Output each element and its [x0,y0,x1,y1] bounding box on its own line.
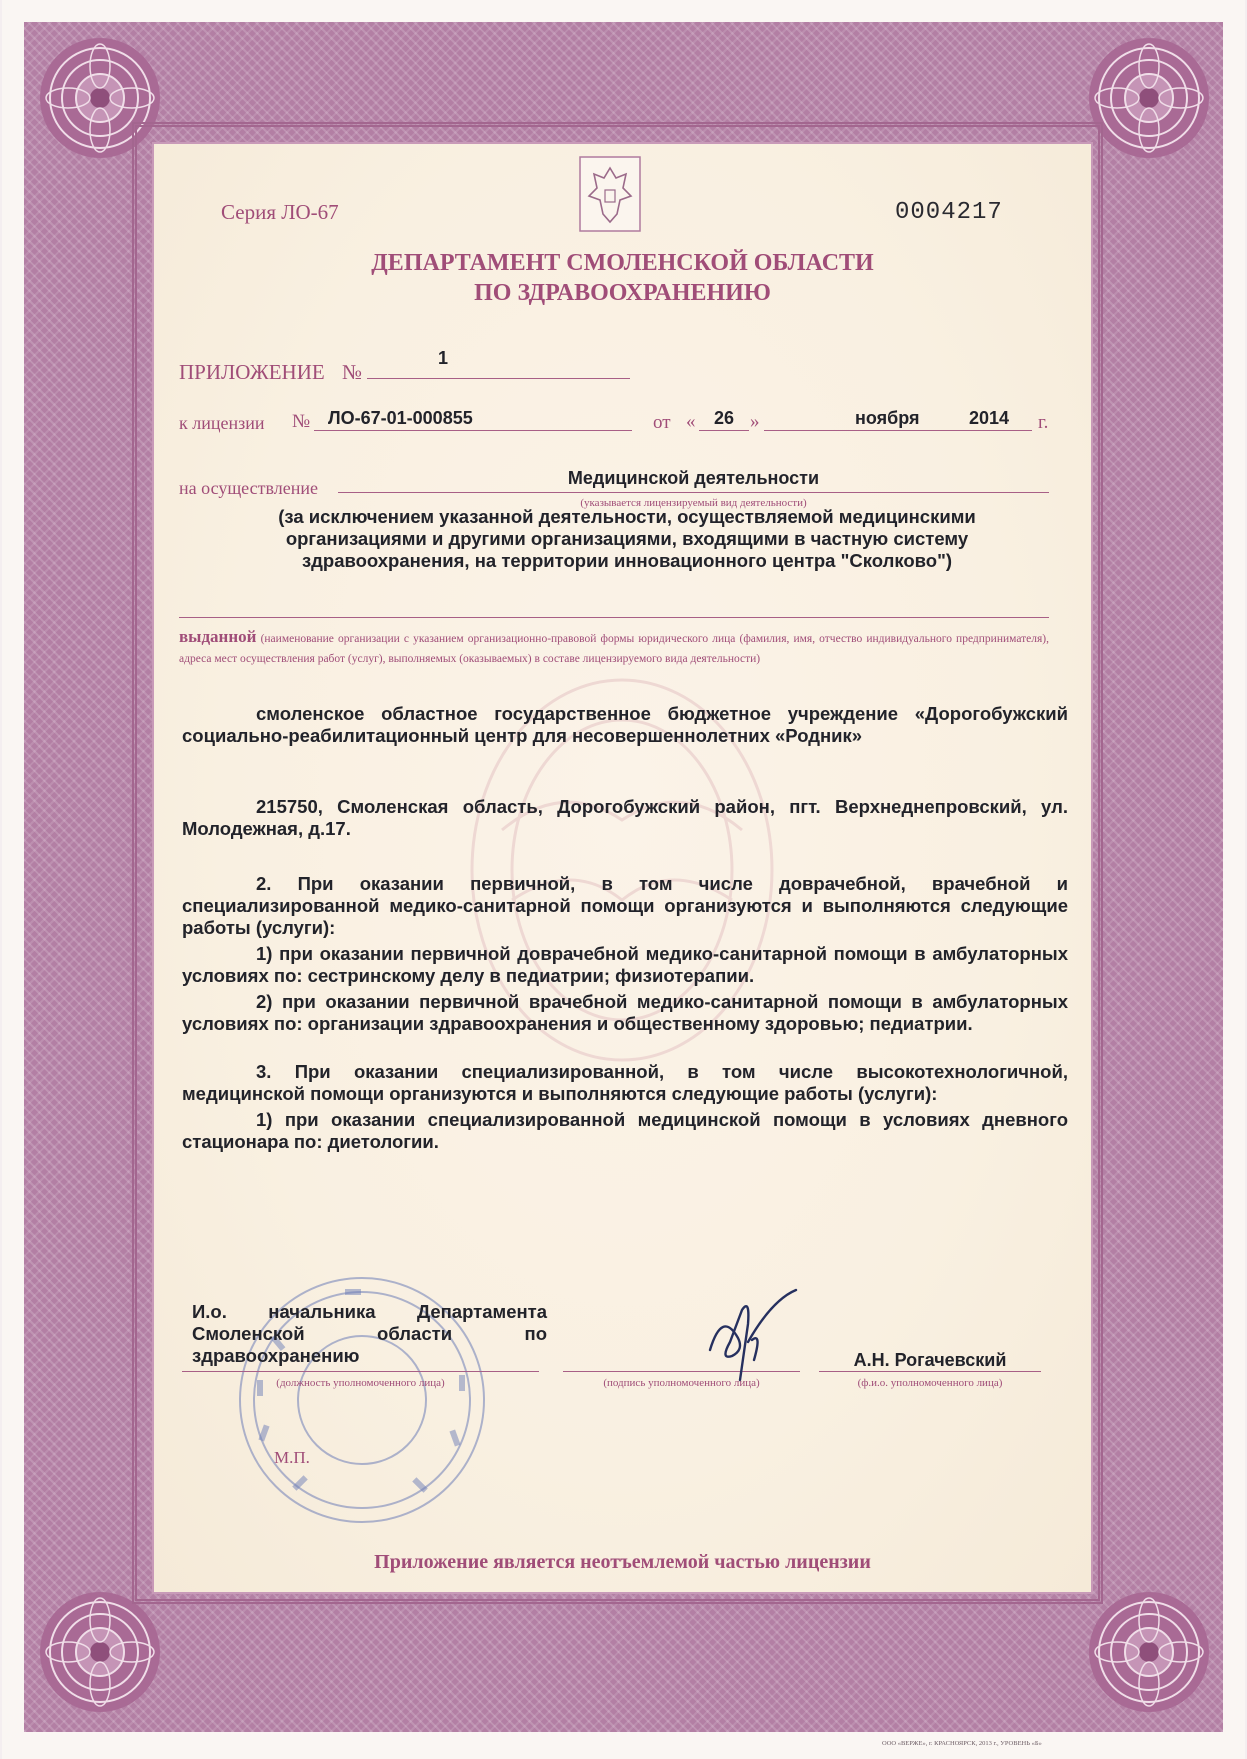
section-2-2-text: 2) при оказании первичной врачебной медико-санитарной помощи в амбулаторных условиях по: организации здравоохранения и общественному здоровью; педиатрии. [182,991,1068,1034]
signatory-name: А.Н. Рогачевский [853,1350,1007,1370]
department-title [152,248,1093,308]
license-num-sign: № [292,411,311,432]
activity-note-line [179,617,1049,618]
section-3-1-text: 1) при оказании специализированной медицинской помощи в условиях дневного стационара по: диетологии. [182,1109,1068,1152]
license-month-line [764,430,1032,431]
name-line [819,1371,1041,1372]
appendix-label: ПРИЛОЖЕНИЕ [179,360,325,384]
license-year: 2014 [969,408,1010,428]
printer-imprint: ООО «ВЕРЖЕ», г. КРАСНОЯРСК, 2013 г., УРОВЕНЬ «Б» [882,1740,1042,1747]
activity-exclusion-note: (за исключением указанной деятельности, осуществляемой медицинскими организациями и другими организациями, входящими в частную систему здравоохранения, на территории инновационного центра "Сколково") [278,506,976,571]
license-date-from: от [653,412,671,433]
date-quote-open: « [686,411,696,432]
issued-label: выданной [179,627,257,646]
stamp-place-label: М.П. [274,1448,310,1467]
position-line-2: Смоленской области по [192,1323,547,1344]
license-appendix-sheet [2,0,1245,1759]
section-2-1-text: 1) при оказании первичной доврачебной медико-санитарной помощи в амбулаторных условиях по: сестринскому делу в педиатрии; физиотерапии. [182,943,1068,986]
department-line-1: ДЕПАРТАМЕНТ СМОЛЕНСКОЙ ОБЛАСТИ [371,250,874,276]
appendix-footer-note: Приложение является неотъемлемой частью лицензии [374,1551,871,1573]
license-year-suffix: г. [1038,412,1049,433]
license-label: к лицензии [179,413,265,433]
section-3-text: 3. При оказании специализированной, в том числе высокотехнологичной, медицинской помощи организуются и выполняются следующие работы (услуги): [182,1061,1068,1104]
activity-line [338,492,1049,493]
form-number: 0004217 [895,199,1003,226]
rosette-icon [36,1588,164,1716]
organization-address: 215750, Смоленская область, Дорогобужский район, пгт. Верхнеднепровский, ул. Молодежная, д.17. [182,796,1068,839]
appendix-number-line [367,378,630,379]
activity-value: Медицинской деятельности [567,468,820,488]
coat-of-arms-icon [579,156,641,232]
handwritten-signature [692,1280,812,1395]
appendix-number: 1 [438,348,449,368]
rosette-icon [1085,34,1213,162]
series-label: Серия ЛО-67 [221,200,339,224]
signature-hint: (подпись уполномоченного лица) [603,1377,760,1389]
position-line-3: здравоохранению [192,1345,360,1366]
date-quote-close: » [750,411,760,432]
activity-label: на осуществление [179,478,318,498]
appendix-num-sign: № [342,360,363,384]
section-2-text: 2. При оказании первичной, в том числе доврачебной, врачебной и специализированной медико-санитарной помощи организуются и выполняются следующие работы (услуги): [182,873,1068,938]
license-day-line [699,430,749,431]
signatory-position [192,1301,547,1367]
license-number-line [314,430,632,431]
activity-hint: (указывается лицензируемый вид деятельности) [580,497,807,509]
license-day: 26 [714,408,735,428]
organization-name: смоленское областное государственное бюджетное учреждение «Дорогобужский социально-реабилитационный центр для несовершеннолетних «Родник» [182,703,1068,746]
name-hint: (ф.и.о. уполномоченного лица) [857,1377,1003,1389]
issued-hint-block [179,627,1049,669]
position-hint: (должность уполномоченного лица) [276,1377,445,1389]
position-line-1: И.о. начальника Департамента [192,1301,547,1322]
position-line [182,1371,539,1372]
department-line-2: ПО ЗДРАВООХРАНЕНИЮ [474,280,771,306]
issued-hint: (наименование организации с указанием организационно-правовой формы юридического лица (фамилия, имя, отчество индивидуального предпринимателя), адреса мест осуществления работ (услуг), выполняемых (оказываемых) в составе лицензируемого вида деятельности) [179,633,1050,665]
rosette-icon [1085,1588,1213,1716]
license-number: ЛО-67-01-000855 [328,408,473,428]
license-month: ноября [855,408,920,428]
